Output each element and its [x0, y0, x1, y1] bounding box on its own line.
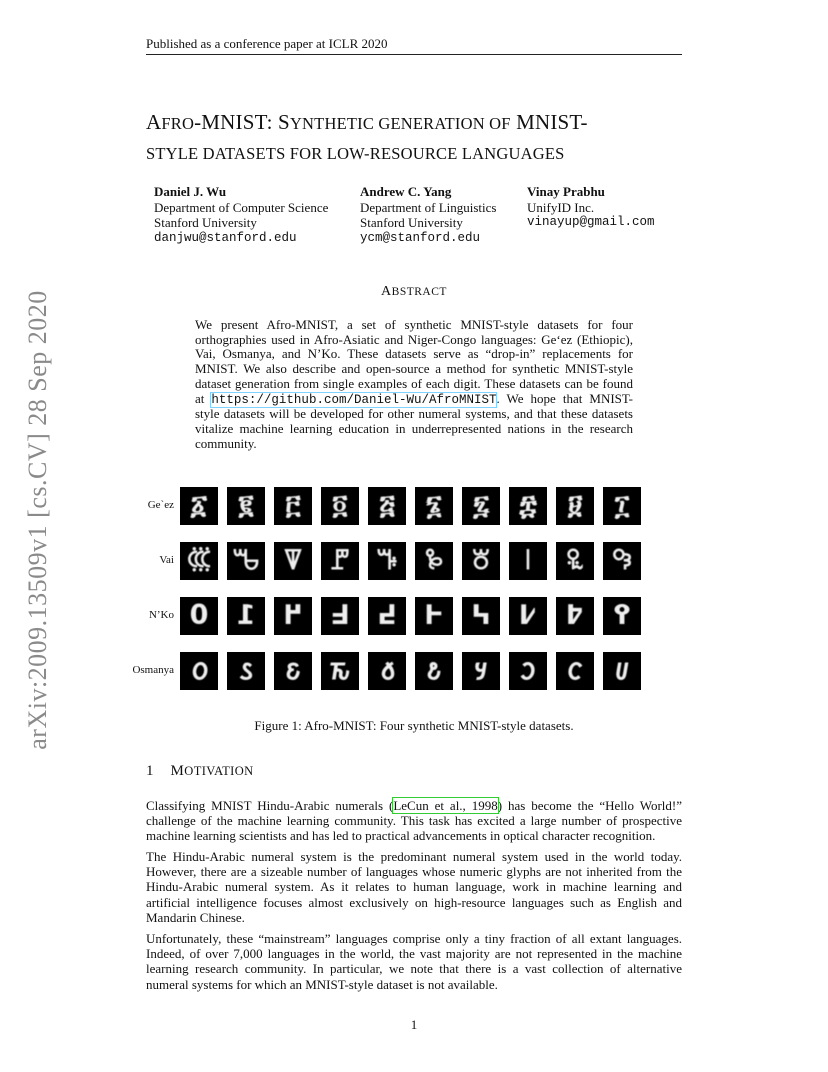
author-block-3: [527, 184, 655, 231]
figure-row-label: Osmanya: [132, 664, 174, 676]
author-block-1: [154, 184, 328, 246]
digit-glyph: ፯: [472, 490, 490, 521]
digit-glyph: ꘚ: [186, 545, 212, 576]
section-heading: 1 MOTIVATION: [146, 763, 254, 779]
digit-glyph: ߀: [189, 600, 209, 631]
digit-sample-image: [321, 652, 359, 690]
digit-sample-image: [227, 597, 265, 635]
digit-glyph: 𐒠: [190, 655, 208, 686]
digit-glyph: ꘛ: [232, 545, 260, 576]
figure-caption: Figure 1: Afro-MNIST: Four synthetic MNIST-style datasets.: [254, 718, 574, 733]
digit-sample-image: [227, 652, 265, 690]
digit-sample-image: [274, 542, 312, 580]
digit-sample-image: [556, 487, 594, 525]
digit-glyph: ߈: [565, 600, 585, 631]
digit-sample-image: [462, 542, 500, 580]
digit-sample-image: [415, 597, 453, 635]
digit-glyph: ߂: [283, 600, 303, 631]
author-org: Stanford University: [360, 215, 463, 230]
citation-lecun-link[interactable]: LeCun et al., 1998: [393, 798, 498, 813]
digit-sample-image: [274, 487, 312, 525]
digit-sample-image: [509, 597, 547, 635]
digit-sample-image: [556, 542, 594, 580]
author-block-2: [360, 184, 496, 246]
author-email: vinayup@gmail.com: [527, 215, 655, 229]
digit-sample-image: [462, 487, 500, 525]
digit-sample-image: [321, 597, 359, 635]
header-rule: [146, 54, 682, 55]
digit-glyph: 𐒣: [329, 655, 351, 686]
digit-glyph: ፫: [285, 490, 301, 521]
digit-glyph: ꘟ: [424, 545, 444, 576]
digit-sample-image: [227, 542, 265, 580]
author-email: danjwu@stanford.edu: [154, 230, 297, 245]
digit-sample-image: [603, 487, 641, 525]
digit-sample-image: [462, 597, 500, 635]
digit-sample-image: [509, 487, 547, 525]
digit-glyph: 𐒥: [426, 655, 442, 686]
digit-sample-image: [415, 542, 453, 580]
digit-glyph: 𐒧: [520, 655, 536, 686]
digit-sample-image: [556, 597, 594, 635]
paragraph-3: Unfortunately, these “mainstream” languages comprise only a tiny fraction of all extant languages. Indeed, of over 7,000 languages in the world, the vast majority are not represented in the machine learning research community. In particular, we note that there is a vast collection of alternative numeral systems for which an MNIST-style dataset is not available.: [146, 931, 682, 992]
author-email: ycm@stanford.edu: [360, 230, 481, 245]
running-header: Published as a conference paper at ICLR 2020: [146, 36, 388, 51]
digit-glyph: ፰: [519, 490, 537, 521]
digit-sample-image: [274, 652, 312, 690]
digit-glyph: ꘞ: [375, 545, 399, 576]
digit-glyph: ፩: [190, 490, 208, 521]
author-name: Vinay Prabhu: [527, 184, 605, 199]
digit-sample-image: [180, 652, 218, 690]
digit-sample-image: [368, 597, 406, 635]
abstract-body: We present Afro-MNIST, a set of synthetic MNIST-style datasets for four orthographies used in Afro-Asiatic and Niger-Congo languages: Ge‘ez (Ethiopic), Vai, Osmanya, and N’Ko. These datasets serve as “drop-in” replacements for MNIST. We also describe and open-source a method for synthetic MNIST-style dataset generation from single examples of each digit. These datasets can be found at https://github.com/Daniel-Wu/AfroMNIST. We hope that MNIST-style datasets will be developed for other numeral systems, and that these datasets vitalize machine learning education in underrepresented nations in the research community.: [195, 317, 633, 451]
digit-glyph: ߃: [330, 600, 350, 631]
digit-sample-image: [556, 652, 594, 690]
digit-glyph: 𐒤: [379, 655, 395, 686]
author-dept: UnifyID Inc.: [527, 199, 595, 215]
digit-sample-image: [509, 652, 547, 690]
paper-title: AFRO-MNIST: SYNTHETIC GENERATION OF MNIST- STYLE DATASETS FOR LOW-RESOURCE LANGUAGES: [146, 110, 588, 163]
digit-sample-image: [274, 597, 312, 635]
digit-glyph: ፲: [614, 490, 630, 521]
paragraph-2: The Hindu-Arabic numeral system is the predominant numeral system used in the world today. However, there are a sizeable number of languages whose numeric glyphs are not inherited from the Hindu-Arabic numeral system. As it relates to human language, work in machine learning and artificial intelligence focuses almost exclusively on high-resource languages such as English and Mandarin Chinese.: [146, 849, 682, 925]
digit-glyph: ߁: [236, 600, 256, 631]
digit-sample-image: [368, 542, 406, 580]
digit-glyph: 𐒦: [474, 655, 488, 686]
digit-glyph: ߇: [518, 600, 538, 631]
figure-row-label: Ge`ez: [147, 499, 174, 511]
page-number: 1: [410, 1017, 418, 1032]
digit-glyph: ߆: [471, 600, 491, 631]
github-link[interactable]: https://github.com/Daniel-Wu/AfroMNIST: [211, 392, 497, 407]
author-dept: Department of Computer Science: [154, 199, 329, 215]
digit-glyph: 𐒢: [285, 655, 301, 686]
digit-sample-image: [368, 652, 406, 690]
digit-sample-image: [603, 597, 641, 635]
digit-glyph: 𐒩: [614, 655, 630, 686]
digit-glyph: ꘡: [525, 545, 531, 576]
digit-sample-image: [603, 542, 641, 580]
digit-sample-image: [415, 652, 453, 690]
digit-sample-image: [180, 542, 218, 580]
figure-row-label: Vai: [159, 554, 174, 566]
author-dept: Department of Linguistics: [360, 199, 497, 215]
digit-glyph: ፮: [426, 490, 442, 521]
digit-glyph: ፭: [379, 490, 395, 521]
digit-sample-image: [603, 652, 641, 690]
digit-glyph: ꘜ: [283, 545, 303, 576]
arxiv-side-stamp: [18, 285, 58, 755]
digit-glyph: ߅: [424, 600, 444, 631]
digit-glyph: ꘣: [611, 545, 633, 576]
digit-glyph: ፪: [238, 490, 254, 521]
digit-sample-image: [509, 542, 547, 580]
digit-glyph: ꘠: [471, 545, 491, 576]
digit-sample-image: [462, 652, 500, 690]
digit-glyph: ፱: [567, 490, 583, 521]
author-name: Daniel J. Wu: [154, 184, 227, 199]
digit-sample-image: [180, 597, 218, 635]
digit-glyph: ߉: [612, 600, 632, 631]
digit-sample-image: [227, 487, 265, 525]
digit-sample-image: [368, 487, 406, 525]
figure-row-label: N’Ko: [148, 609, 174, 621]
digit-glyph: 𐒨: [566, 655, 584, 686]
author-name: Andrew C. Yang: [360, 184, 452, 199]
digit-glyph: ꘢: [565, 545, 585, 576]
author-org: Stanford University: [154, 215, 257, 230]
digit-glyph: 𐒡: [238, 655, 254, 686]
digit-sample-image: [415, 487, 453, 525]
digit-sample-image: [321, 542, 359, 580]
digit-sample-image: [321, 487, 359, 525]
digit-glyph: ፬: [332, 490, 348, 521]
digit-sample-image: [180, 487, 218, 525]
digit-glyph: ߄: [377, 600, 397, 631]
digit-glyph: ꘝ: [329, 545, 351, 576]
paragraph-1: Classifying MNIST Hindu-Arabic numerals (LeCun et al., 1998) has become the “Hello World!” challenge of the machine learning community. This task has excited a large number of prospective machine learning scientists and has led to practical advancements in optical character recognition.: [146, 798, 682, 844]
abstract-heading: ABSTRACT: [381, 284, 447, 299]
arxiv-stamp-text: arXiv:2009.13509v1 [cs.CV] 28 Sep 2020: [23, 290, 52, 750]
